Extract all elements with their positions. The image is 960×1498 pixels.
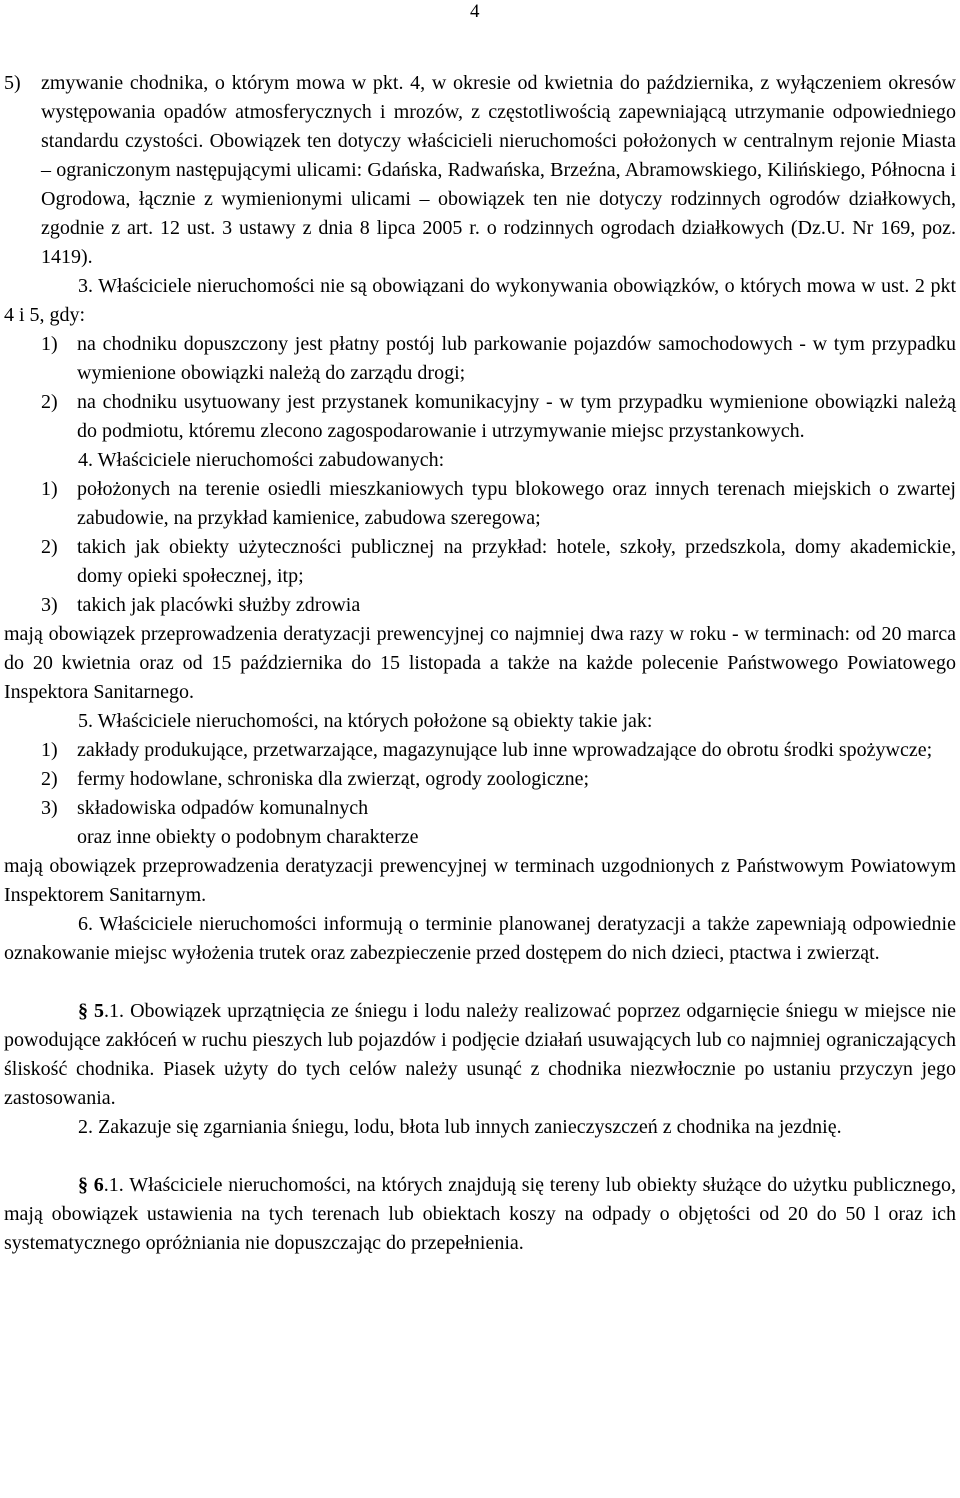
list-item [4, 765, 956, 794]
paragraph-6 [4, 1171, 956, 1258]
list-item-number: 1) [41, 739, 58, 761]
point-5 [4, 69, 956, 272]
list-item [4, 388, 956, 446]
list-item-text: na chodniku dopuszczony jest płatny postój lub parkowanie pojazdów samochodowych - w tym przypadku wymienione obowiązki należą do zarządu drogi; [77, 333, 956, 384]
section-4-closing: mają obowiązek przeprowadzenia deratyzacji prewencyjnej co najmniej dwa razy w roku - w terminach: od 20 marca do 20 kwietnia oraz od 15 października do 15 listopada a także na każde polecenie Państwowego Powiatowego Inspektora Sanitarnego. [4, 623, 956, 703]
list-item-number: 2) [41, 768, 58, 790]
section-5-intro: 5. Właściciele nieruchomości, na których położone są obiekty takie jak: [78, 710, 653, 732]
list-item [4, 591, 956, 620]
list-item-text: fermy hodowlane, schroniska dla zwierząt, ogrody zoologiczne; [77, 768, 590, 790]
list-item [4, 533, 956, 591]
list-item-number: 3) [41, 594, 58, 616]
list-item-text: takich jak placówki służby zdrowia [77, 594, 361, 616]
section-3-intro: 3. Właściciele nieruchomości nie są obowiązani do wykonywania obowiązków, o których mowa w ust. 2 pkt 4 i 5, gdy: [4, 275, 956, 326]
section-5-closing: mają obowiązek przeprowadzenia deratyzacji prewencyjnej w terminach uzgodnionych z Państwowym Powiatowym Inspektorem Sanitarnym. [4, 855, 956, 906]
section-5-tail: oraz inne obiekty o podobnym charakterze [77, 826, 419, 848]
list-item-text: takich jak obiekty użyteczności publicznej na przykład: hotele, szkoły, przedszkola, domy akademickie, domy opieki społecznej, itp; [77, 536, 956, 587]
paragraph-number: 5 [94, 1000, 105, 1022]
list-item-number: 1) [41, 333, 58, 355]
document-body [4, 69, 956, 1258]
list-item-number: 3) [41, 797, 58, 819]
point-number: 5) [4, 72, 21, 94]
paragraph-5-point-2: 2. Zakazuje się zgarniania śniegu, lodu, błota lub innych zanieczyszczeń z chodnika na jezdnię. [78, 1116, 842, 1138]
list-item [4, 736, 956, 765]
list-item-number: 2) [41, 536, 58, 558]
paragraph-text: Obowiązek uprzątnięcia ze śniegu i lodu należy realizować poprzez odgarnięcie śniegu w miejsce nie powodujące zakłóceń w ruchu pieszych lub pojazdów i podjęcie działań usuwających lub co najmniej ograniczających śliskość chodnika. Piasek użyty do tych celów należy usunąć z chodnika niezwłocznie po ustaniu przyczyn jego zastosowania. [4, 1000, 957, 1109]
list-item [4, 794, 956, 823]
paragraph-text: Właściciele nieruchomości, na których znajdują się tereny lub obiekty służące do użytku publicznego, mają obowiązek ustawienia na tych terenach lub obiektach koszy na odpady o objętości od 20 do 50 l oraz ich systematycznego opróżniania nie dopuszczając do przepełnienia. [4, 1174, 957, 1254]
section-symbol: § [78, 1000, 88, 1022]
paragraph-subnumber: .1. [103, 1174, 124, 1196]
list-item-text: położonych na terenie osiedli mieszkaniowych typu blokowego oraz innych terenach miejskich o zwartej zabudowie, na przykład kamienice, zabudowa szeregowa; [77, 478, 956, 529]
list-item-text: zakłady produkujące, przetwarzające, magazynujące lub inne wprowadzające do obrotu środki spożywcze; [77, 739, 933, 761]
list-item-text: składowiska odpadów komunalnych [77, 797, 369, 819]
paragraph-number: 6 [93, 1174, 104, 1196]
page-number: 4 [470, 1, 480, 22]
list-item-text: na chodniku usytuowany jest przystanek komunikacyjny - w tym przypadku wymienione obowiązki należą do podmiotu, któremu zlecono zagospodarowanie i utrzymywanie miejsc przystankowych. [77, 391, 956, 442]
point-text: zmywanie chodnika, o którym mowa w pkt. 4, w okresie od kwietnia do października, z wyłączeniem okresów występowania opadów atmosferycznych i mrozów, z częstotliwością zapewniającą utrzymanie odpowiedniego standardu czystości. Obowiązek ten dotyczy właścicieli nieruchomości położonych w centralnym rejonie Miasta – ograniczonym następującymi ulicami: Gdańska, Radwańska, Brzeźna, Abramowskiego, Kilińskiego, Północna i Ogrodowa, łącznie z wymienionymi ulicami – obowiązek ten nie dotyczy rodzinnych ogrodów działkowych, zgodnie z art. 12 ust. 3 ustawy z dnia 8 lipca 2005 r. o rodzinnych ogrodach działkowych (Dz.U. Nr 169, poz. 1419). [41, 72, 956, 268]
paragraph-5 [4, 997, 956, 1113]
paragraph-subnumber: .1. [104, 1000, 125, 1022]
section-symbol: § [78, 1174, 88, 1196]
list-item [4, 330, 956, 388]
list-item [4, 475, 956, 533]
list-item-number: 2) [41, 391, 58, 413]
section-6: 6. Właściciele nieruchomości informują o terminie planowanej deratyzacji a także zapewniają odpowiednie oznakowanie miejsc wyłożenia trutek oraz zabezpieczenie przed dostępem do nich dzieci, ptactwa i zwierząt. [4, 913, 956, 964]
section-4-intro: 4. Właściciele nieruchomości zabudowanych: [78, 449, 445, 471]
list-item-number: 1) [41, 478, 58, 500]
